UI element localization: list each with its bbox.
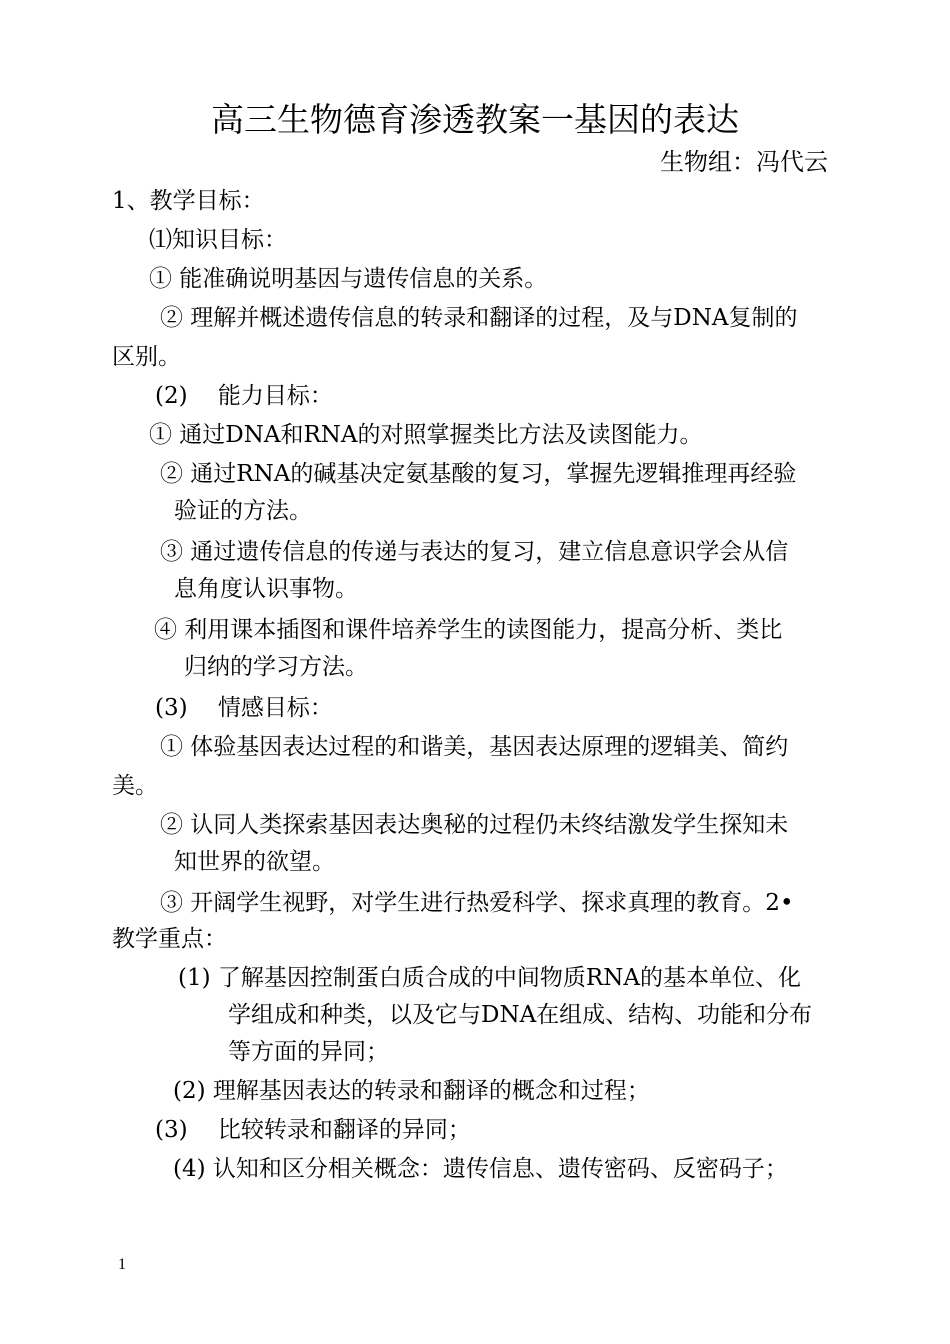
list-item: (3) 比较转录和翻译的异同； [155, 1117, 471, 1143]
list-item-continuation: 等方面的异同； [228, 1039, 389, 1065]
list-item: ② 理解并概述遗传信息的转录和翻译的过程，及与DNA复制的 [160, 305, 798, 331]
list-item-continuation: 知世界的欲望。 [174, 849, 335, 875]
list-item-continuation: 息角度认识事物。 [174, 576, 358, 602]
list-item: ② 通过RNA的碱基决定氨基酸的复习，掌握先逻辑推理再经验 [160, 461, 797, 487]
list-item: ④ 利用课本插图和课件培养学生的读图能力，提高分析、类比 [154, 617, 783, 643]
subsection-knowledge-goals: ⑴知识目标： [149, 227, 287, 253]
list-item: ② 认同人类探索基因表达奥秘的过程仍未终结激发学生探知未 [160, 812, 789, 838]
list-item: ③ 开阔学生视野，对学生进行热爱科学、探求真理的教育。2• [160, 890, 794, 916]
document-author: 生物组：冯代云 [660, 148, 828, 176]
list-item-continuation: 归纳的学习方法。 [184, 654, 368, 680]
list-item: ① 能准确说明基因与遗传信息的关系。 [149, 266, 548, 292]
list-item: (2) 理解基因表达的转录和翻译的概念和过程； [173, 1078, 650, 1104]
list-item: ③ 通过遗传信息的传递与表达的复习，建立信息意识学会从信 [160, 539, 789, 565]
list-item: (4) 认知和区分相关概念：遗传信息、遗传密码、反密码子； [173, 1156, 788, 1182]
section-teaching-focus: 教学重点： [112, 926, 227, 952]
document-title: 高三生物德育渗透教案一基因的表达 [211, 100, 739, 139]
list-item: ① 体验基因表达过程的和谐美，基因表达原理的逻辑美、简约 [160, 734, 789, 760]
list-item: ① 通过DNA和RNA的对照掌握类比方法及读图能力。 [149, 422, 703, 448]
section-teaching-goals: 1、教学目标： [112, 188, 265, 214]
subsection-ability-goals: (2) 能力目标： [155, 383, 333, 409]
list-item-continuation: 学组成和种类，以及它与DNA在组成、结构、功能和分布 [228, 1002, 813, 1028]
list-item-continuation: 美。 [112, 773, 158, 799]
list-item-continuation: 验证的方法。 [174, 498, 312, 524]
page-number: 1 [118, 1256, 126, 1273]
list-item: (1) 了解基因控制蛋白质合成的中间物质RNA的基本单位、化 [178, 965, 801, 991]
list-item-continuation: 区别。 [112, 344, 181, 370]
subsection-emotion-goals: (3) 情感目标： [155, 695, 333, 721]
